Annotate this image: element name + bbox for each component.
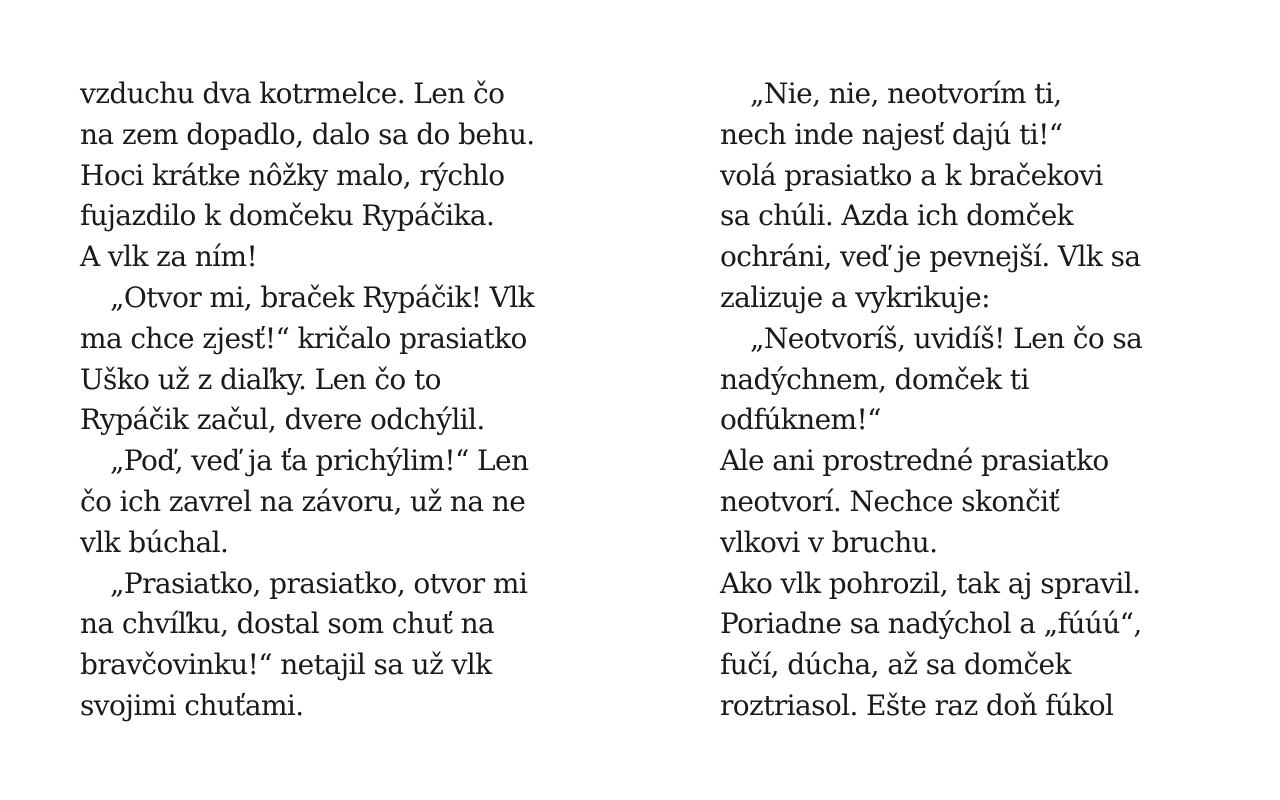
text-line: sa chúli. Azda ich domček: [720, 199, 1074, 233]
text-line: fujazdilo k domčeku Rypáčika.: [80, 199, 495, 233]
text-line: vlkovi v bruchu.: [720, 525, 938, 559]
text-line: A vlk za ním!: [80, 240, 258, 274]
text-line: „Poď, veď ja ťa prichýlim!“ Len: [110, 444, 529, 478]
text-line: volá prasiatko a k bračekovi: [720, 158, 1103, 192]
text-line: „Prasiatko, prasiatko, otvor mi: [110, 566, 528, 600]
text-line: odfúknem!“: [720, 403, 881, 437]
text-line: fučí, dúcha, až sa domček: [720, 648, 1071, 682]
text-line: „Otvor mi, braček Rypáčik! Vlk: [110, 280, 535, 314]
left-page-text: [80, 74, 620, 727]
text-line: „Nie, nie, neotvorím ti,: [750, 77, 1062, 110]
text-line: vzduchu dva kotrmelce. Len čo: [80, 77, 505, 110]
text-line: čo ich zavrel na závoru, už na ne: [80, 484, 526, 518]
text-line: Ako vlk pohrozil, tak aj spravil.: [720, 566, 1141, 600]
text-line: nech inde najesť dajú ti!“: [720, 117, 1063, 151]
text-line: roztriasol. Ešte raz doň fúkol: [720, 688, 1114, 722]
text-line: na chvíľku, dostal som chuť na: [80, 607, 495, 641]
right-page-text: [720, 74, 1260, 727]
text-line: ma chce zjesť!“ kričalo prasiatko: [80, 321, 527, 355]
text-line: Uško už z diaľky. Len čo to: [80, 362, 441, 396]
text-line: nadýchnem, domček ti: [720, 362, 1029, 396]
text-line: „Neotvoríš, uvidíš! Len čo sa: [750, 321, 1143, 355]
text-line: Hoci krátke nôžky malo, rýchlo: [80, 158, 505, 192]
text-line: zalizuje a vykrikuje:: [720, 280, 990, 314]
text-line: Poriadne sa nadýchol a „fúúú“,: [720, 607, 1142, 641]
text-line: vlk búchal.: [80, 525, 229, 559]
text-line: svojimi chuťami.: [80, 688, 304, 722]
text-line: na zem dopadlo, dalo sa do behu.: [80, 117, 535, 151]
text-line: neotvorí. Nechce skončiť: [720, 484, 1060, 518]
text-line: bravčovinku!“ netajil sa už vlk: [80, 648, 492, 682]
text-line: Ale ani prostredné prasiatko: [720, 444, 1109, 478]
text-line: ochráni, veď je pevnejší. Vlk sa: [720, 240, 1141, 274]
text-line: Rypáčik začul, dvere odchýlil.: [80, 403, 485, 437]
